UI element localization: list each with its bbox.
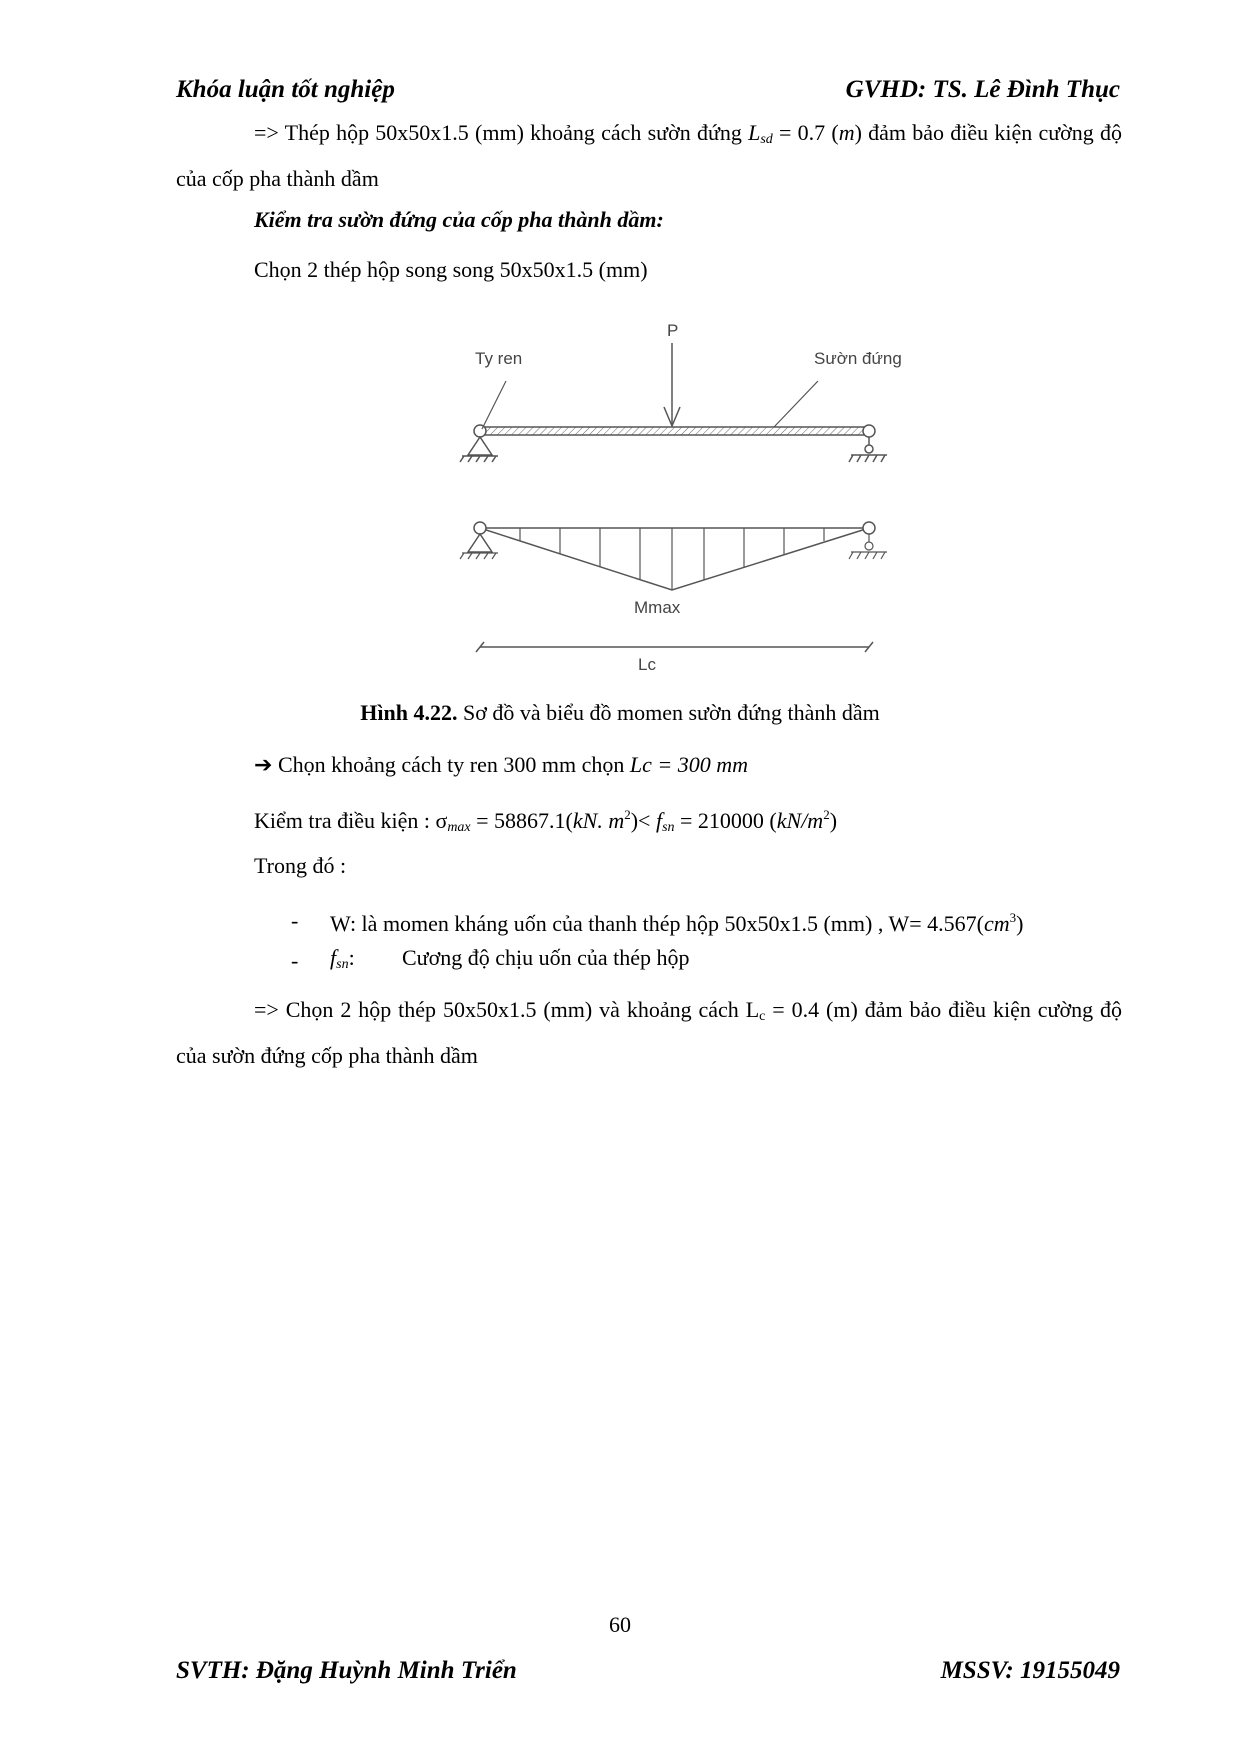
label-lc: Lc (638, 655, 656, 674)
right-roller (863, 425, 875, 437)
trong-do-label: Trong đó : (254, 853, 347, 878)
dimension-line (476, 642, 873, 652)
bullet-dash-2: - (291, 948, 299, 973)
check-text-a: Kiểm tra điều kiện : σ (254, 808, 448, 833)
unit-m: m (838, 120, 855, 145)
paragraph-conclusion-1-text-c: ) đảm bảo điều kiện cường độ của cốp pha thành dầm (176, 120, 1122, 191)
bullet-w-text: W: là momen kháng uốn của thanh thép hộp 50x50x1.5 (mm) , W= 4.567( (330, 911, 984, 936)
load-arrow-icon (664, 343, 680, 426)
moment-diagram (460, 522, 887, 590)
header-left: Khóa luận tốt nghiệp (176, 76, 395, 103)
bullet-fsn (330, 943, 355, 980)
paragraph-conclusion-1-text-b: = 0.7 ( (772, 120, 839, 145)
left-pin-support (460, 437, 498, 462)
choose-spacing-line (254, 750, 748, 780)
left-hinge (474, 425, 486, 437)
section-heading: Kiểm tra sườn đứng của cốp pha thành dầm: (254, 207, 664, 232)
symbol-lc-subscript: c (759, 1009, 766, 1024)
beam-moment-diagram (440, 315, 940, 675)
symbol-f-subscript: sn (662, 820, 675, 835)
symbol-L: L (748, 120, 761, 145)
choose-spacing-text: Chọn khoảng cách ty ren 300 mm chọn (272, 752, 630, 777)
bullet-symbol-f-subscript: sn (336, 957, 349, 972)
unit-cm-exponent: 3 (1009, 910, 1017, 925)
right-arrow-icon: ➔ (254, 752, 273, 777)
paragraph-conclusion-1-text-a: => Thép hộp 50x50x1.5 (mm) khoảng cách sườn đứng (254, 120, 749, 145)
paragraph-conclusion-1 (176, 113, 1122, 198)
label-suon-dung: Sườn đứng (814, 349, 902, 368)
paragraph-conclusion-2 (176, 990, 1122, 1075)
label-p: P (667, 321, 679, 340)
caption-text: Sơ đồ và biểu đồ momen sườn đứng thành dầm (457, 700, 880, 725)
ty-ren-leader (482, 381, 506, 429)
unit-kn-m-exponent: 2 (624, 807, 631, 822)
symbol-f: f (655, 808, 663, 833)
unit-kn-per-m-exponent: 2 (823, 807, 830, 822)
beam-member (480, 427, 870, 435)
bullet-w-close: ) (1016, 911, 1024, 936)
check-text-e: ) (829, 808, 838, 833)
figure-caption (0, 700, 1240, 726)
paragraph-conclusion-2-text-b: = 0.4 (m) đảm bảo điều kiện cường độ của sườn đứng cốp pha thành dầm (176, 997, 1122, 1068)
sigma-subscript: max (447, 820, 471, 835)
symbol-L-subscript: sd (760, 132, 773, 147)
bullet-w (330, 903, 1023, 939)
caption-label: Hình 4.22. (360, 700, 458, 725)
suon-dung-leader (774, 381, 818, 427)
bullet-symbol-f: f (330, 945, 337, 970)
beam-scheme (460, 321, 902, 462)
unit-cm: cm (983, 911, 1010, 936)
choose-line: Chọn 2 thép hộp song song 50x50x1.5 (mm) (254, 257, 648, 282)
footer-right: MSSV: 19155049 (940, 1657, 1120, 1684)
unit-kn-per-m: kN/m (776, 808, 824, 833)
header-right: GVHD: TS. Lê Đình Thục (845, 76, 1120, 103)
label-ty-ren: Ty ren (475, 349, 523, 368)
unit-kn-m: kN. m (572, 808, 625, 833)
bullet-fsn-text: Cương độ chịu uốn của thép hộp (402, 945, 690, 970)
bullet-dash-1: - (291, 908, 299, 933)
right-roller-support (849, 437, 887, 462)
check-condition-line (254, 800, 837, 843)
page-number: 60 (609, 1612, 631, 1637)
bullet-fsn-colon: : (348, 945, 355, 970)
footer-left: SVTH: Đặng Huỳnh Minh Triển (176, 1657, 517, 1684)
paragraph-conclusion-2-text-a: => Chọn 2 hộp thép 50x50x1.5 (mm) và khoảng cách L (254, 997, 760, 1022)
check-text-c: )< (630, 808, 656, 833)
check-text-d: = 210000 ( (674, 808, 777, 833)
choose-spacing-formula: Lc = 300 mm (629, 752, 748, 777)
label-mmax: Mmax (634, 598, 681, 617)
check-text-b: = 58867.1( (470, 808, 573, 833)
